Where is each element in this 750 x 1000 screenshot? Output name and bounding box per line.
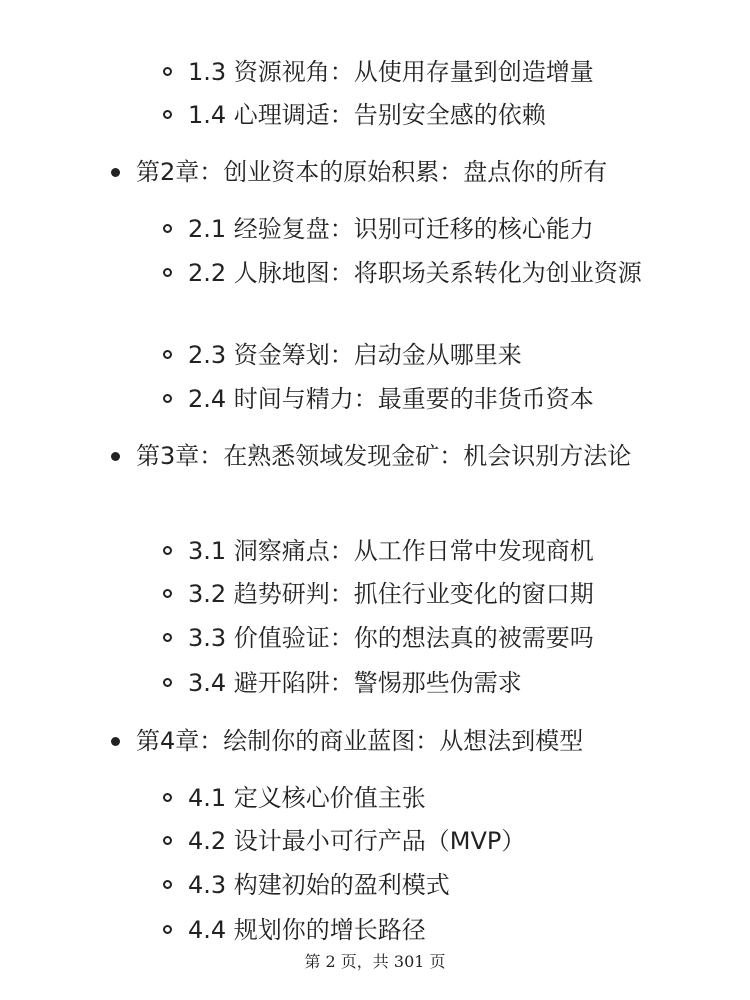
toc-subsection[interactable]: 4.2 设计最小可行产品（MVP） [188, 827, 526, 855]
filled-bullet-icon [111, 737, 120, 746]
toc-subsection[interactable]: 4.3 构建初始的盈利模式 [188, 871, 450, 899]
filled-bullet-icon [111, 452, 120, 461]
hollow-bullet-icon [163, 67, 172, 76]
hollow-bullet-icon [163, 110, 172, 119]
toc-subsection[interactable]: 1.4 心理调适：告别安全感的依赖 [188, 101, 546, 129]
hollow-bullet-icon [163, 836, 172, 845]
toc-subsection[interactable]: 3.1 洞察痛点：从工作日常中发现商机 [188, 537, 594, 565]
filled-bullet-icon [111, 168, 120, 177]
hollow-bullet-icon [163, 880, 172, 889]
hollow-bullet-icon [163, 394, 172, 403]
toc-subsection[interactable]: 2.2 人脉地图：将职场关系转化为创业资源 [188, 259, 642, 287]
toc-chapter[interactable]: 第2章：创业资本的原始积累：盘点你的所有 [136, 158, 608, 186]
page-number-footer: 第 2 页，共 301 页 [304, 952, 446, 971]
hollow-bullet-icon [163, 633, 172, 642]
toc-subsection[interactable]: 1.3 资源视角：从使用存量到创造增量 [188, 58, 594, 86]
hollow-bullet-icon [163, 546, 172, 555]
toc-subsection[interactable]: 4.4 规划你的增长路径 [188, 916, 426, 944]
hollow-bullet-icon [163, 350, 172, 359]
hollow-bullet-icon [163, 925, 172, 934]
hollow-bullet-icon [163, 224, 172, 233]
toc-subsection[interactable]: 2.3 资金筹划：启动金从哪里来 [188, 341, 522, 369]
hollow-bullet-icon [163, 589, 172, 598]
toc-subsection[interactable]: 2.1 经验复盘：识别可迁移的核心能力 [188, 215, 594, 243]
toc-chapter[interactable]: 第3章：在熟悉领域发现金矿：机会识别方法论 [136, 442, 632, 470]
hollow-bullet-icon [163, 268, 172, 277]
toc-subsection[interactable]: 3.3 价值验证：你的想法真的被需要吗 [188, 624, 594, 652]
toc-subsection[interactable]: 3.2 趋势研判：抓住行业变化的窗口期 [188, 580, 594, 608]
toc-chapter[interactable]: 第4章：绘制你的商业蓝图：从想法到模型 [136, 727, 584, 755]
hollow-bullet-icon [163, 678, 172, 687]
toc-subsection[interactable]: 4.1 定义核心价值主张 [188, 784, 426, 812]
toc-subsection[interactable]: 2.4 时间与精力：最重要的非货币资本 [188, 385, 594, 413]
hollow-bullet-icon [163, 793, 172, 802]
toc-subsection[interactable]: 3.4 避开陷阱：警惕那些伪需求 [188, 669, 522, 697]
